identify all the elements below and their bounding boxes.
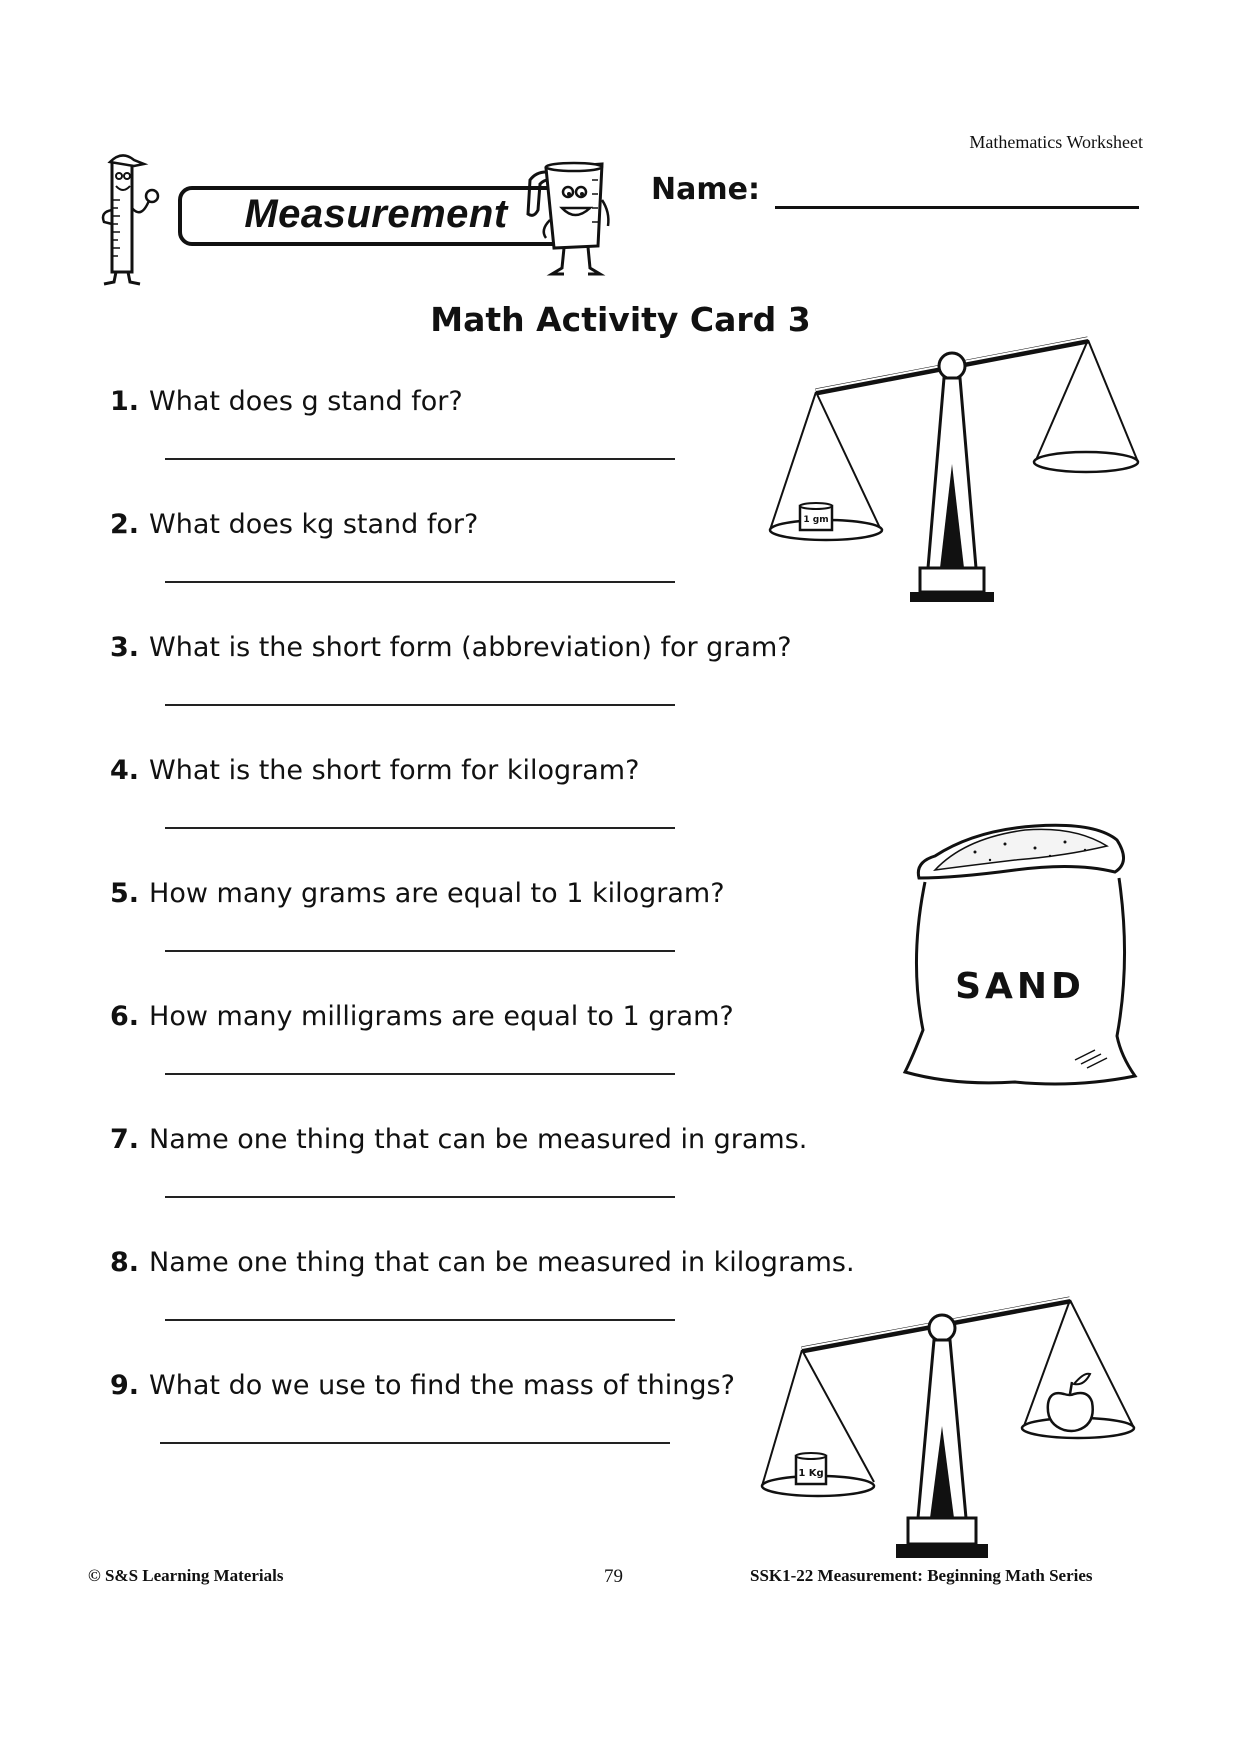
question-text: Name one thing that can be measured in kilograms.	[149, 1247, 855, 1278]
question-number: 1.	[110, 386, 140, 417]
series-title: SSK1-22 Measurement: Beginning Math Series	[750, 1566, 1093, 1585]
question-6	[110, 1001, 734, 1032]
question-number: 9.	[110, 1370, 140, 1401]
answer-line-4[interactable]	[165, 827, 675, 829]
question-7	[110, 1124, 807, 1155]
question-number: 6.	[110, 1001, 140, 1032]
measurement-banner	[100, 150, 620, 285]
sand-bag-icon	[895, 800, 1145, 1100]
question-5	[110, 878, 725, 909]
question-4	[110, 755, 639, 786]
answer-line-1[interactable]	[165, 458, 675, 460]
weight-label: 1 Kg	[798, 1468, 824, 1479]
copyright-text: © S&S Learning Materials	[88, 1566, 284, 1585]
answer-line-3[interactable]	[165, 704, 675, 706]
apple-icon	[1048, 1374, 1093, 1431]
question-text: What do we use to find the mass of things?	[149, 1370, 735, 1401]
balance-scale-icon	[760, 330, 1140, 610]
page-number: 79	[604, 1566, 623, 1587]
question-2	[110, 509, 478, 540]
question-text: What does g stand for?	[149, 386, 463, 417]
question-number: 4.	[110, 755, 140, 786]
question-text: Name one thing that can be measured in grams.	[149, 1124, 808, 1155]
question-number: 5.	[110, 878, 140, 909]
question-3	[110, 632, 792, 663]
weight-label: 1 gm	[803, 515, 829, 525]
question-text: What is the short form (abbreviation) for gram?	[149, 632, 792, 663]
question-text: How many milligrams are equal to 1 gram?	[149, 1001, 734, 1032]
question-1	[110, 386, 463, 417]
card-title: Math Activity Card 3	[430, 300, 811, 339]
banner-title: Measurement	[244, 192, 508, 236]
question-9	[110, 1370, 735, 1401]
question-number: 7.	[110, 1124, 140, 1155]
ruler-character-icon	[100, 150, 170, 285]
name-input-line[interactable]	[775, 206, 1139, 209]
answer-line-2[interactable]	[165, 581, 675, 583]
answer-line-6[interactable]	[165, 1073, 675, 1075]
measuring-cup-character-icon	[518, 150, 613, 285]
question-text: What is the short form for kilogram?	[149, 755, 640, 786]
question-text: What does kg stand for?	[149, 509, 479, 540]
balance-scale-with-apple-icon	[750, 1290, 1150, 1590]
answer-line-8[interactable]	[165, 1319, 675, 1321]
sand-label: SAND	[955, 966, 1085, 1007]
name-label: Name:	[651, 172, 760, 207]
answer-line-9[interactable]	[160, 1442, 670, 1444]
question-number: 3.	[110, 632, 140, 663]
worksheet-type-label: Mathematics Worksheet	[969, 132, 1143, 152]
answer-line-7[interactable]	[165, 1196, 675, 1198]
question-number: 8.	[110, 1247, 140, 1278]
answer-line-5[interactable]	[165, 950, 675, 952]
question-text: How many grams are equal to 1 kilogram?	[149, 878, 725, 909]
question-8	[110, 1247, 855, 1278]
question-number: 2.	[110, 509, 140, 540]
banner-title-box	[178, 186, 574, 246]
